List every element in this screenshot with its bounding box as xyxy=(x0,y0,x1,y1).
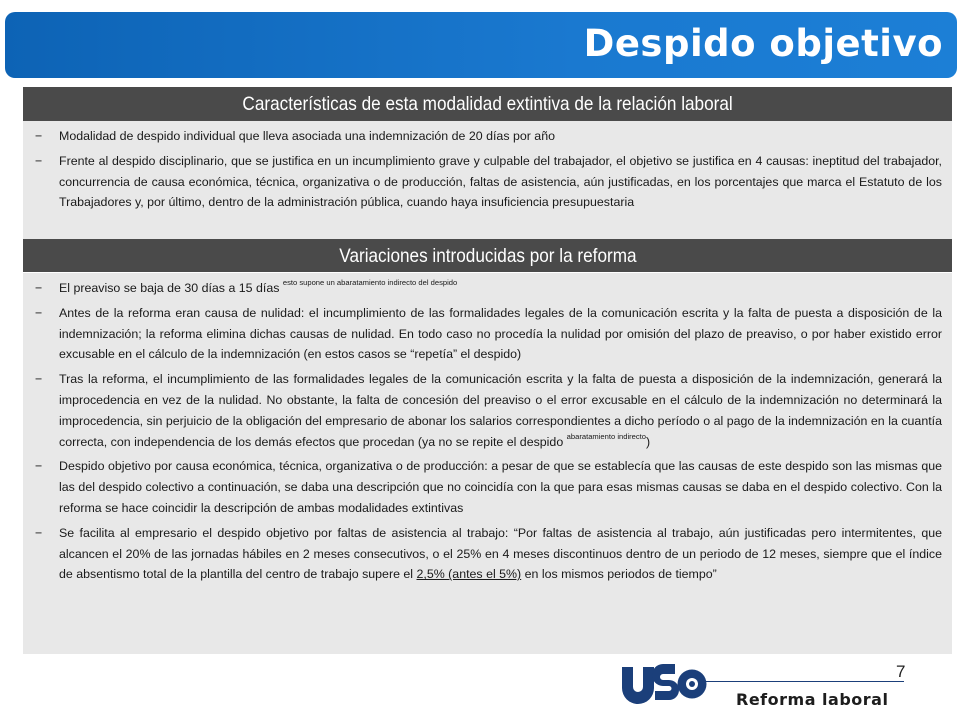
list-item: − Antes de la reforma eran causa de nulidad: el incumplimiento de las formalidades legales de la comunicación escrita y la falta de puesta a disposición de la indemnización; la reforma elimina dichas causas de nulidad. En todo caso no procedía la nulidad por omisión del plazo de preaviso, o por haber existido error excusable en el cálculo de la indemnización (en estos casos se “repetía” el despido) xyxy=(33,303,942,365)
uso-logo xyxy=(619,664,709,704)
bullet-dash: − xyxy=(35,129,43,143)
page-number: 7 xyxy=(896,662,906,681)
bullet-dash: − xyxy=(35,525,43,540)
bullet-dash: − xyxy=(35,153,43,168)
section1-heading-text: Características de esta modalidad extintiva de la relación laboral xyxy=(242,93,733,115)
section2-body xyxy=(23,272,952,654)
page-title: Despido objetivo xyxy=(583,22,943,65)
footnote-annotation: abaratamiento indirecto xyxy=(566,431,647,441)
underlined-percentage: 2,5% (antes el 5%) xyxy=(416,567,522,582)
section2-heading xyxy=(23,239,952,273)
list-item: − Se facilita al empresario el despido objetivo por faltas de asistencia al trabajo: “Por faltas de asistencia al trabajo, aún justificadas pero intermitentes, que alcancen el 20% de las jornadas hábiles en 2 meses consecutivos, o el 25% en 4 meses discontinuos dentro de un periodo de 12 meses, siempre que el índice de absentismo total de la plantilla del centro de trabajo supere el 2,5% (antes el 5%) en los mismos periodos de tiempo” xyxy=(33,523,942,585)
section1-list xyxy=(33,126,942,213)
footnote-annotation: esto supone un abaratamiento indirecto del despido xyxy=(282,278,458,287)
list-item: − Despido objetivo por causa económica, técnica, organizativa o de producción: a pesar de que se establecía que las causas de este despido son las mismas que las del despido colectivo a continuación, se daba una descripción que no coincidía con la que para esas mismas causas se daba en el despido colectivo. Con la reforma se hace coincidir la descripción de ambas modalidades extintivas xyxy=(33,456,942,518)
bullet-dash: − xyxy=(35,305,43,320)
footer-label: Reforma laboral xyxy=(736,690,889,709)
list-item: − Modalidad de despido individual que lleva asociada una indemnización de 20 días por año xyxy=(33,126,942,147)
bullet-dash: − xyxy=(35,459,43,474)
section1-body xyxy=(23,121,952,239)
list-item: − El preaviso se baja de 30 días a 15 días $^{esto supone un abaratamiento indirecto del despido}$ xyxy=(33,278,942,299)
bullet-dash: − xyxy=(35,281,43,295)
list-item: − Tras la reforma, el incumplimiento de las formalidades legales de la comunicación escrita y la falta de puesta a disposición de la indemnización, generará la improcedencia en vez de la nulidad. No obstante, la falta de concesión del preaviso o el error excusable en el cálculo de la indemnización no determinará la improcedencia, sin perjuicio de la obligación del empresario de abonar los salarios correspondientes a dicho período o al pago de la indemnización en la cuantía correcta, con independencia de los demás efectos que procedan (ya no se repite el despido $^{abaratamiento indirecto}$) xyxy=(33,369,942,452)
list-item: − Frente al despido disciplinario, que se justifica en un incumplimiento grave y culpable del trabajador, el objetivo se justifica en 4 causas: ineptitud del trabajador, concurrencia de causa económica, técnica, organizativa o de producción, faltas de asistencia, aún justificadas, en los porcentajes que marca el Estatuto de los Trabajadores y, por último, dentro de la administración pública, cuando haya insuficiencia presupuestaria xyxy=(33,151,942,213)
section2-list xyxy=(33,278,942,585)
bullet-dash: − xyxy=(35,372,43,387)
section2-heading-text: Variaciones introducidas por la reforma xyxy=(338,245,637,267)
footer-divider xyxy=(706,681,904,682)
section1-heading xyxy=(23,87,952,121)
title-banner xyxy=(5,12,957,78)
